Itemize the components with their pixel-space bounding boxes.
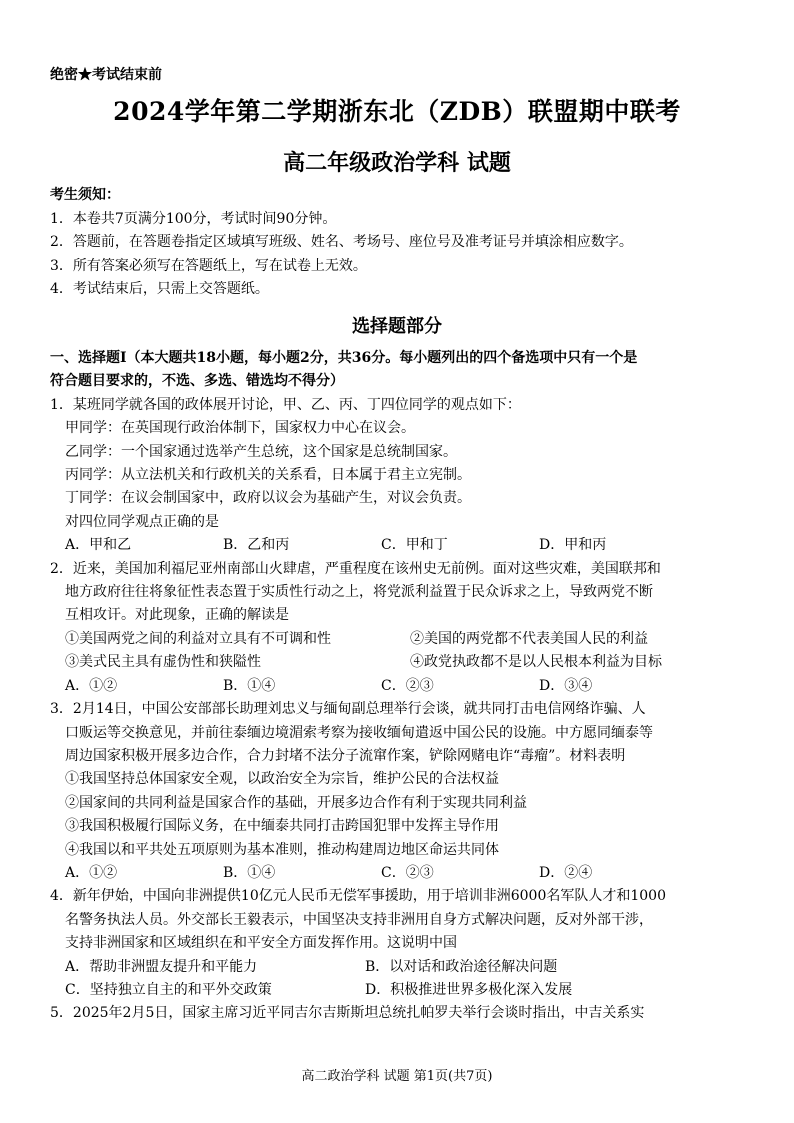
section-heading: 符合题目要求的，不选、多选、错选均不得分）: [50, 373, 344, 390]
q1-ask: 对四位同学观点正确的是: [65, 513, 219, 530]
q3-statement: ②国家间的共同利益是国家合作的基础，开展多边合作有利于实现共同利益: [65, 794, 527, 811]
q1-option-c[interactable]: C．甲和丁: [381, 537, 448, 554]
exam-title: 2024学年第二学期浙东北（ZDB）联盟期中联考: [113, 97, 681, 126]
notice-item: 4．考试结束后，只需上交答题纸。: [50, 281, 269, 297]
q5-stem: 5．2025年2月5日，国家主席习近平同吉尔吉斯斯坦总统扎帕罗夫举行会谈时指出，中吉关系实: [50, 1005, 645, 1022]
q4-options-row: [50, 956, 746, 979]
q4-stem: 名警务执法人员。外交部长王毅表示，中国坚决支持非洲用自身方式解决问题，反对外部干涉，: [65, 911, 653, 928]
section-heading: 一、选择题Ⅰ（本大题共18小题，每小题2分，共36分。每小题列出的四个备选项中只有一个是: [50, 350, 638, 366]
exam-subtitle: 高二年级政治学科 试题: [283, 150, 511, 176]
q3-stem: 周边国家积极开展多边合作，合力封堵不法分子流窜作案，铲除网赌电诈“毒瘤”。材料表明: [65, 747, 626, 764]
q2-option-c[interactable]: C．②③: [381, 677, 434, 694]
q3-options: [50, 862, 746, 885]
q4-options-row: [50, 979, 746, 1002]
q4-option-d[interactable]: D．积极推进世界多极化深入发展: [365, 981, 573, 998]
q4-option-a[interactable]: A．帮助非洲盟友提升和平能力: [65, 958, 258, 975]
q3-option-a[interactable]: A．①②: [65, 864, 118, 881]
q3-statement: ①我国坚持总体国家安全观，以政治安全为宗旨，维护公民的合法权益: [65, 771, 499, 788]
q4-stem: 4．新年伊始，中国向非洲提供10亿元人民币无偿军事援助，用于培训非洲6000名军队人才和1000: [50, 888, 666, 905]
q2-statement: ②美国的两党都不代表美国人民的利益: [410, 630, 648, 647]
q3-option-c[interactable]: C．②③: [381, 864, 434, 881]
page-footer: 高二政治学科 试题 第1页(共7页): [301, 1069, 493, 1084]
candidate-notice: [50, 184, 750, 302]
notice-item: 2．答题前，在答题卷指定区域填写班级、姓名、考场号、座位号及准考证号并填涂相应数字。: [50, 234, 633, 250]
q2-statement-row: [50, 651, 746, 674]
q1-option-b[interactable]: B．乙和丙: [223, 537, 290, 554]
q3-statement: ④我国以和平共处五项原则为基本准则，推动构建周边地区命运共同体: [65, 841, 499, 858]
q2-stem: 互相攻讦。对此现象，正确的解读是: [65, 607, 289, 624]
q1-stem: 1．某班同学就各国的政体展开讨论，甲、乙、丙、丁四位同学的观点如下：: [50, 396, 521, 413]
q2-statement-row: [50, 628, 746, 651]
q2-options: [50, 675, 746, 698]
questions-body: [50, 347, 746, 1026]
q4-option-c[interactable]: C．坚持独立自主的和平外交政策: [65, 981, 272, 998]
q1-view: 甲同学：在英国现行政治体制下，国家权力中心在议会。: [65, 420, 415, 437]
q3-stem: 口贩运等交换意见，并前往泰缅边境湄索考察为接收缅甸遣返中国公民的设施。中方愿同缅泰等: [65, 724, 653, 741]
q1-options: [50, 534, 746, 557]
q4-stem: 支持非洲国家和区域组织在和平安全方面发挥作用。这说明中国: [65, 935, 457, 952]
q3-option-d[interactable]: D．②④: [539, 864, 593, 881]
q2-stem: 2．近来，美国加利福尼亚州南部山火肆虐，严重程度在该州史无前例。面对这些灾难，美国联邦和: [50, 560, 661, 577]
q2-statement: ③美式民主具有虚伪性和狭隘性: [65, 654, 261, 671]
q2-option-a[interactable]: A．①②: [65, 677, 118, 694]
q2-option-b[interactable]: B．①④: [223, 677, 276, 694]
section-title: 选择题部分: [352, 316, 442, 337]
notice-item: 3．所有答案必须写在答题纸上，写在试卷上无效。: [50, 257, 367, 274]
q3-statement: ③我国积极履行国际义务，在中缅泰共同打击跨国犯罪中发挥主导作用: [65, 818, 499, 835]
confidential-label: 绝密★考试结束前: [50, 67, 162, 83]
q1-option-d[interactable]: D．甲和丙: [539, 537, 607, 554]
q1-view: 丁同学：在议会制国家中，政府以议会为基础产生，对议会负责。: [65, 490, 471, 507]
q4-option-b[interactable]: B．以对话和政治途径解决问题: [365, 958, 558, 975]
q2-statement: ①美国两党之间的利益对立具有不可调和性: [65, 630, 331, 647]
q1-option-a[interactable]: A．甲和乙: [65, 537, 132, 554]
notice-heading: 考生须知：: [50, 187, 120, 203]
q3-stem: 3．2月14日，中国公安部部长助理刘忠义与缅甸副总理举行会谈，就共同打击电信网络诈骗、人: [50, 701, 646, 718]
notice-item: 1．本卷共7页满分100分，考试时间90分钟。: [50, 210, 337, 227]
q3-option-b[interactable]: B．①④: [223, 864, 276, 881]
q2-statement: ④政党执政都不是以人民根本利益为目标: [410, 654, 662, 671]
q1-view: 乙同学：一个国家通过选举产生总统，这个国家是总统制国家。: [65, 443, 457, 460]
q2-option-d[interactable]: D．③④: [539, 677, 593, 694]
q2-stem: 地方政府往往将象征性表态置于实质性行动之上，将党派利益置于民众诉求之上，导致两党不断: [65, 584, 653, 601]
q1-view: 丙同学：从立法机关和行政机关的关系看，日本属于君主立宪制。: [65, 467, 471, 484]
